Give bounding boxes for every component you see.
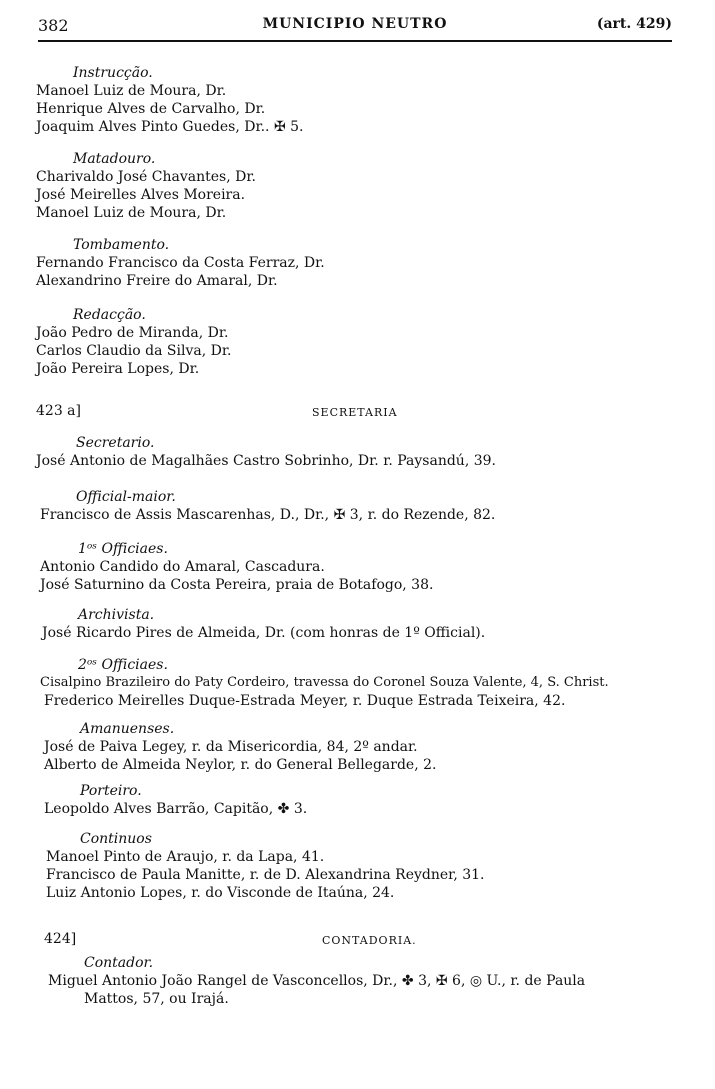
list-item: João Pedro de Miranda, Dr. bbox=[36, 325, 229, 341]
list-item: Cisalpino Brazileiro do Paty Cordeiro, travessa do Coronel Souza Valente, 4, S. Christ. bbox=[40, 675, 609, 690]
running-title: MUNICIPIO NEUTRO bbox=[262, 16, 448, 32]
list-item: José Ricardo Pires de Almeida, Dr. (com honras de 1º Official). bbox=[42, 625, 486, 641]
list-item: José de Paiva Legey, r. da Misericordia, 84, 2º andar. bbox=[44, 739, 418, 755]
list-item: Fernando Francisco da Costa Ferraz, Dr. bbox=[36, 255, 325, 271]
list-item-continuation: Mattos, 57, ou Irajá. bbox=[84, 991, 229, 1007]
section-title-instruccao: Instrucção. bbox=[73, 65, 153, 81]
list-item: Francisco de Paula Manitte, r. de D. Alexandrina Reydner, 31. bbox=[46, 867, 485, 883]
section-title-tombamento: Tombamento. bbox=[73, 237, 170, 253]
list-item: Luiz Antonio Lopes, r. do Visconde de Itaúna, 24. bbox=[46, 885, 395, 901]
role-title-porteiro: Porteiro. bbox=[80, 783, 142, 799]
page-header bbox=[38, 14, 672, 42]
list-item: Leopoldo Alves Barrão, Capitão, ✤ 3. bbox=[44, 801, 308, 817]
page-number: 382 bbox=[38, 16, 69, 35]
role-title-contador: Contador. bbox=[84, 955, 154, 971]
list-item: Frederico Meirelles Duque-Estrada Meyer, r. Duque Estrada Teixeira, 42. bbox=[44, 693, 566, 709]
list-item: Alexandrino Freire do Amaral, Dr. bbox=[36, 273, 278, 289]
role-title-secretario: Secretario. bbox=[76, 435, 155, 451]
section-number-424: 424] bbox=[44, 931, 77, 947]
list-item: José Saturnino da Costa Pereira, praia de Botafogo, 38. bbox=[40, 577, 434, 593]
list-item: Antonio Candido do Amaral, Cascadura. bbox=[40, 559, 325, 575]
section-title-matadouro: Matadouro. bbox=[73, 151, 156, 167]
list-item: Henrique Alves de Carvalho, Dr. bbox=[36, 101, 266, 117]
role-title-officiaes-1: 1ᵒˢ Officiaes. bbox=[78, 541, 168, 557]
section-number-423: 423 a] bbox=[36, 403, 81, 419]
list-item: Joaquim Alves Pinto Guedes, Dr.. ✠ 5. bbox=[36, 119, 304, 135]
role-title-officiaes-2: 2ᵒˢ Officiaes. bbox=[78, 657, 168, 673]
role-title-official-maior: Official-maior. bbox=[76, 489, 176, 505]
list-item: Manoel Luiz de Moura, Dr. bbox=[36, 205, 227, 221]
list-item: Charivaldo José Chavantes, Dr. bbox=[36, 169, 256, 185]
list-item: João Pereira Lopes, Dr. bbox=[36, 361, 200, 377]
section-heading-secretaria: SECRETARIA bbox=[312, 406, 398, 419]
list-item: Manoel Luiz de Moura, Dr. bbox=[36, 83, 227, 99]
list-item: Alberto de Almeida Neylor, r. do General Bellegarde, 2. bbox=[44, 757, 437, 773]
role-title-continuos: Continuos bbox=[80, 831, 152, 847]
role-title-amanuenses: Amanuenses. bbox=[80, 721, 175, 737]
list-item: Manoel Pinto de Araujo, r. da Lapa, 41. bbox=[46, 849, 325, 865]
article-reference: (art. 429) bbox=[596, 16, 672, 32]
list-item: José Antonio de Magalhães Castro Sobrinho, Dr. r. Paysandú, 39. bbox=[36, 453, 496, 469]
role-title-archivista: Archivista. bbox=[78, 607, 155, 623]
section-heading-contadoria: CONTADORIA. bbox=[322, 934, 417, 947]
list-item: José Meirelles Alves Moreira. bbox=[36, 187, 246, 203]
list-item: Francisco de Assis Mascarenhas, D., Dr., ✠ 3, r. do Rezende, 82. bbox=[40, 507, 496, 523]
section-title-redaccao: Redacção. bbox=[73, 307, 146, 323]
list-item: Miguel Antonio João Rangel de Vasconcellos, Dr., ✤ 3, ✠ 6, ◎ U., r. de Paula bbox=[48, 973, 586, 989]
list-item: Carlos Claudio da Silva, Dr. bbox=[36, 343, 232, 359]
